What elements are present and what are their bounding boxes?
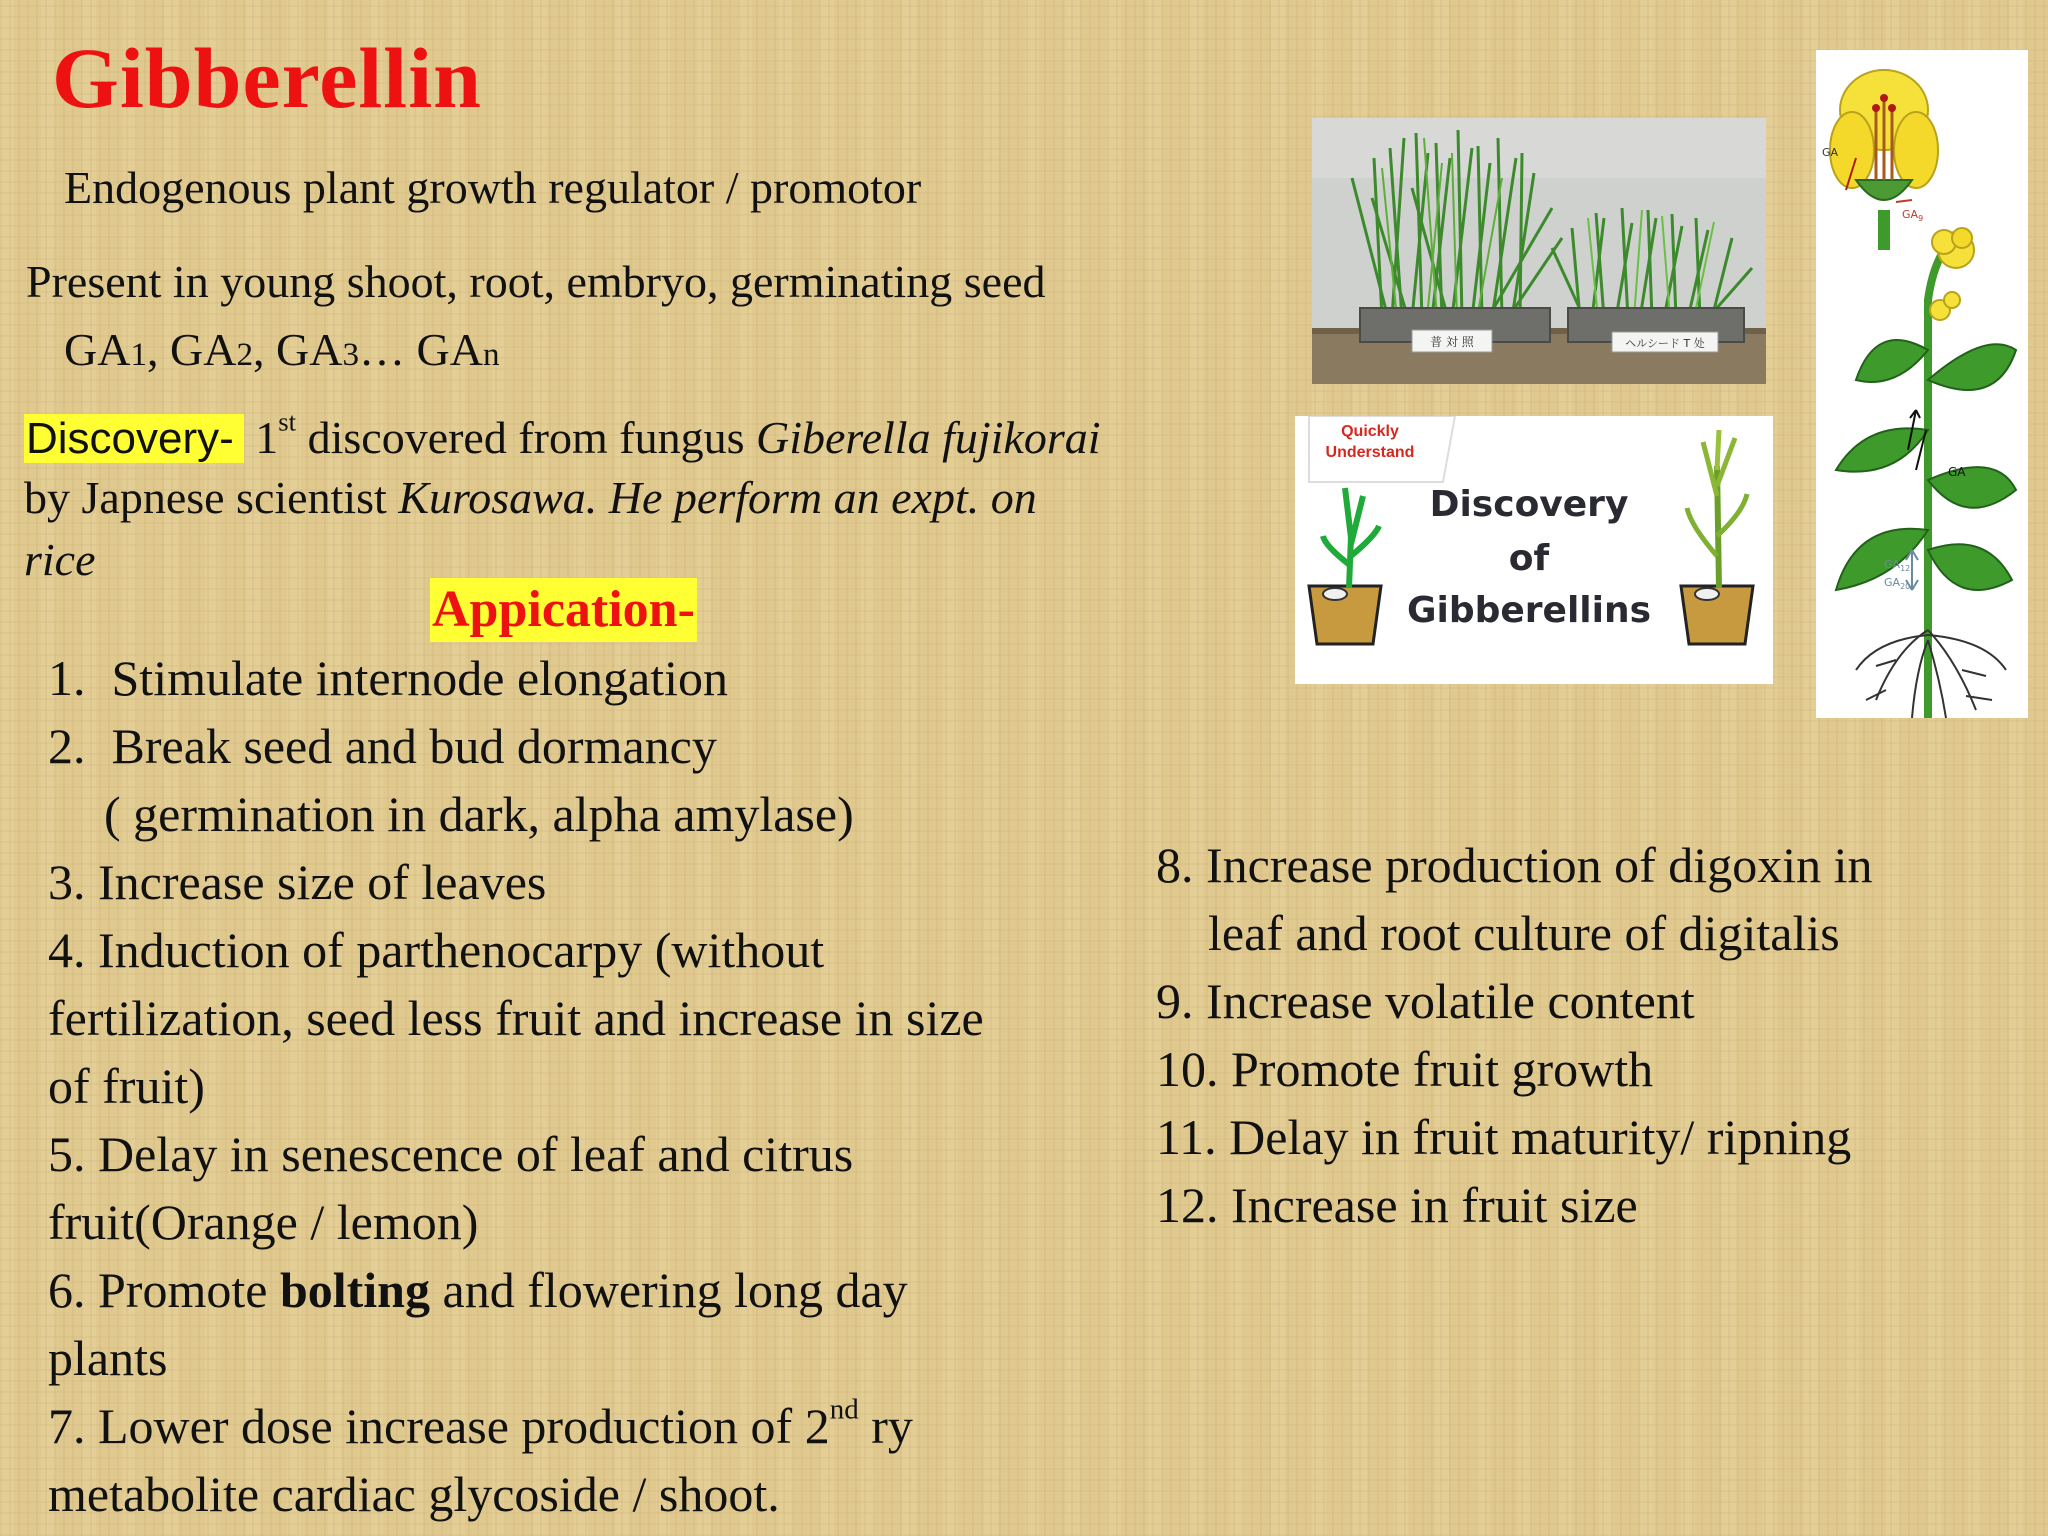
list-item-continuation: ( germination in dark, alpha amylase): [104, 786, 854, 842]
discovery-title-line-3: Gibberellins: [1406, 590, 1652, 631]
fungus-name: Giberella fujikorai: [755, 412, 1101, 463]
right-pot-icon: [1681, 430, 1753, 644]
page-title: Gibberellin: [52, 30, 482, 126]
rice-seedlings-illustration: [1312, 118, 1766, 384]
label-ga12: $GA_{12}$: [1884, 558, 1911, 573]
scientist-name: Kurosawa. He perform an expt. on: [398, 472, 1037, 523]
label-ga9: $GA_9$: [1902, 208, 1924, 223]
ga-plant-diagram: [1816, 50, 2028, 718]
discovery-ordinal: 1st: [255, 406, 297, 463]
discovery-title-line-2: of: [1508, 538, 1550, 579]
list-item-continuation: fertilization, seed less fruit and increase in size: [48, 990, 984, 1046]
discovery-illustration: [1295, 416, 1773, 684]
label-ga20: $GA_{20}$: [1884, 576, 1911, 591]
ga-form-2: GA2,: [170, 324, 277, 375]
list-item: 2. Break seed and bud dormancy: [48, 718, 717, 774]
ga-form-3: GA3…: [276, 324, 417, 375]
list-item: 7. Lower dose increase production of 2nd ry: [48, 1393, 913, 1454]
discovery-label: Discovery-: [24, 414, 244, 463]
badge-line-2: Understand: [1325, 444, 1415, 461]
discovery-title-line-1: Discovery: [1429, 484, 1629, 525]
list-item-continuation: plants: [48, 1330, 168, 1386]
present-in-text: Present in young shoot, root, embryo, germinating seed: [26, 256, 1046, 307]
ga-form-n: GAn: [416, 324, 500, 375]
list-item: 3. Increase size of leaves: [48, 854, 547, 910]
list-item: 6. Promote bolting and flowering long day: [48, 1262, 908, 1318]
list-item: 9. Increase volatile content: [1156, 973, 1695, 1029]
list-item-continuation: leaf and root culture of digitalis: [1208, 905, 1840, 961]
flower-section-icon: [1830, 70, 1938, 250]
list-item: 11. Delay in fruit maturity/ ripning: [1156, 1109, 1852, 1165]
list-item: 12. Increase in fruit size: [1156, 1177, 1638, 1233]
ga-forms: [64, 320, 500, 385]
application-list-left: [48, 644, 984, 1528]
list-item: 1. Stimulate internode elongation: [48, 650, 729, 706]
discovery-line-1: Discovery- 1st discovered from fungus Giberella fujikorai: [26, 406, 1101, 463]
application-heading: Appication-: [430, 578, 697, 642]
discovery-of-gibberellins-image: [1295, 416, 1773, 684]
discovery-line-3: rice: [24, 534, 96, 585]
list-item-continuation: fruit(Orange / lemon): [48, 1194, 479, 1250]
discovery-line-2: by Japnese scientist Kurosawa. He perform an expt. on: [24, 472, 1037, 523]
label-ga-flower: GA: [1822, 146, 1839, 159]
subtitle: Endogenous plant growth regulator / promotor: [64, 162, 922, 213]
rice-seedlings-photo: [1312, 118, 1766, 384]
plant-illustration: [1816, 50, 2028, 718]
bolting-term: bolting: [279, 1262, 430, 1318]
application-list-right: [1156, 831, 1872, 1239]
label-ga-stem: GA: [1948, 465, 1966, 479]
list-item: 8. Increase production of digoxin in: [1156, 837, 1873, 893]
list-item: 5. Delay in senescence of leaf and citrus: [48, 1126, 854, 1182]
ga-form-1: GA1,: [64, 324, 171, 375]
left-pot-icon: [1309, 488, 1381, 644]
list-item: 4. Induction of parthenocarpy (without: [48, 922, 825, 978]
tray-tag-right: ヘルシード T 处: [1625, 337, 1705, 350]
tray-tag-left: 普 対 照: [1430, 335, 1474, 349]
list-item: 10. Promote fruit growth: [1156, 1041, 1654, 1097]
list-item-continuation: metabolite cardiac glycoside / shoot.: [48, 1466, 780, 1522]
badge-line-1: Quickly: [1341, 423, 1399, 440]
list-item-continuation: of fruit): [48, 1058, 205, 1114]
